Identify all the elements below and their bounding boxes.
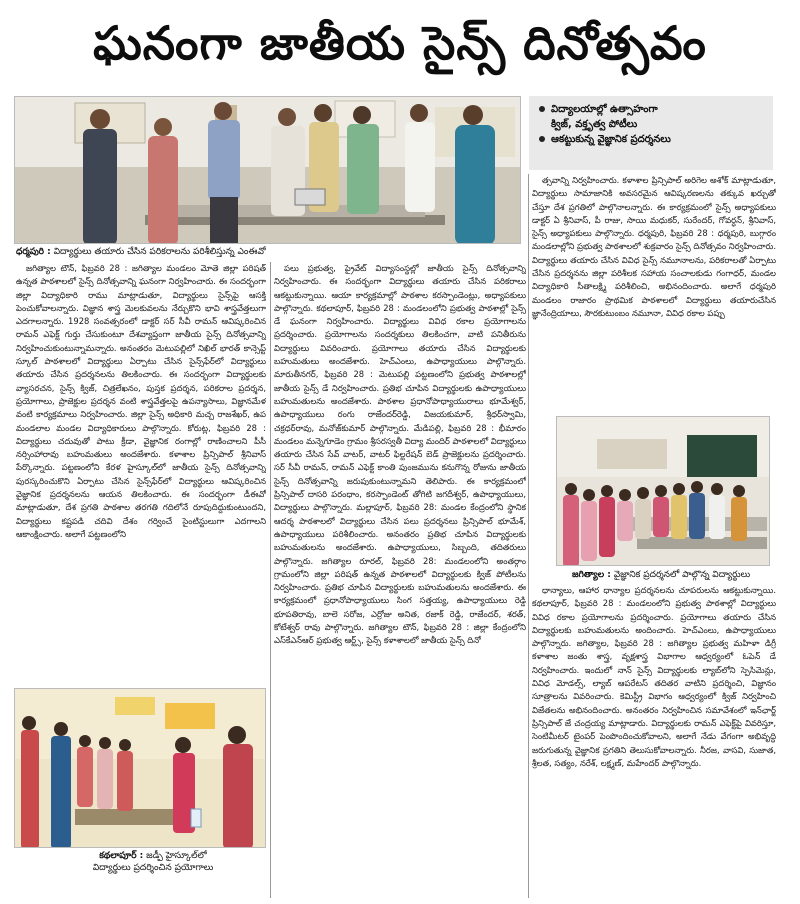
article-paragraph: పలు ప్రభుత్వ, ప్రైవేట్ విద్యాసంస్థల్లో జాతీయ సైన్స్ దినోత్సవాన్ని నిర్వహించారు. ఈ సందర్భంగా విద్యార్థులు తయారు చేసిన పరికరాలు ఆకట్టుకున్నాయి. ఆయా కార్యక్రమాల్లో పాఠశాల కరస్పాండెంట్లు, అధ్యాపకులు పాల్గొన్నారు. కథలాపూర్, ఫిబ్రవరి 28 : మండలంలోని ప్రభుత్వ పాఠశాల్లో సైన్స్ డే ఘనంగా నిర్వహించారు. విద్యార్థులు వివిధ రకాల ప్రయోగాలను ప్రదర్శించారు. ప్రయోగాలను సందర్శకులు తిలకించగా, వాటి పనితీరును విద్యార్థులు వివరించారు. ప్రయోగాలు తయారు చేసిన విద్యార్థులకు బహుమతులు అందజేశారు. హెచ్ఎంలు, ఉపాధ్యాయులు పాల్గొన్నారు. మారుతీనగర్, ఫిబ్రవరి 28 : మెటుపల్లి పట్టణంలోని ప్రభుత్వ పాఠశాలల్లో జాతీయ సైన్స్ డే నిర్వహించారు. ప్రతిభ చూపిన విద్యార్థులకు ఉపాధ్యాయులు బహుమతులను అందజేశారు. పాఠశాల ప్రధానోపాధ్యాయురాలు భూమేశ్వర్, ఉపాధ్యాయులు రంగు రాజేందర్‌రెడ్డి, విజయకుమార్, శ్రీధర్‌స్వామి, చక్రధర్‌రావు, మనోజ్‌కుమార్ పాల్గొన్నారు. మేడిపల్లి, ఫిబ్రవరి 28 : భీమారం మండలం మన్నెగూడెం గ్రామం శ్రీసరస్వతీ విద్యా మందిర్ పాఠశాలలో విద్యార్థులు తయారు చేసిన సేవ్ వాటర్, వాటర్ ఫిల్టరేషన్ బెడ్ ప్రాజెక్టులను ప్రదర్శించారు. సర్ సీవీ రామన్, రామన్ ఎఫెక్ట్ కాంతి పుంజమును కనుగొన్న రోజును జాతీయ సైన్స్ దినోత్సవాన్ని జరుపుకుంటున్నామని తెలిపారు. ఈ కార్యక్రమంలో ప్రిన్సిపాల్ దాసరి పరంధాం, కరస్పాండెంట్ తోగిటి జగదీశ్వర్, ఉపాధ్యాయులు, విద్యార్థులు పాల్గొన్నారు. మల్లాపూర్, ఫిబ్రవరి 28: మండల కేంద్రంలోని స్థానిక ఆదర్శ పాఠశాలలో విద్యార్థులు చేసిన పలు ప్రదర్శనలు ప్రిన్సిపాల్ భూమేశ్, ఉపాధ్యాయులు పరిశీలించారు. అనంతరం ప్రతిభ చూపిన విద్యార్థులకు బహుమతులను అందజేశారు. ఉపాధ్యాయులు, సిబ్బంది, తదితరులు పాల్గొన్నారు. జగిత్యాల రూరల్, ఫిబ్రవరి 28: మండలంలోని అంతర్గాం గ్రామంలోని జిల్లా పరిషత్ ఉన్నత పాఠశాలలో విద్యార్థులకు క్విజ్ పోటీలను నిర్వహించారు. ప్రతిభ చూపిన విద్యార్థులకు బహుమతులను అందజేశారు. ఈ కార్యక్రమంలో ప్రధానోపాధ్యాయులు సింగ సత్తయ్య, ఉపాధ్యాయులు రెడ్డి భూపతిరావు, బాలె సరోజ, ఎర్రోజు అనిత, రజాక్ రెడ్డి, రాజేందర్, శరత్, కోటేశ్వర్ రావు పాల్గొన్నారు. జగిత్యాల టౌన్, ఫిబ్రవరి 28 : జిల్లా కేంద్రంలోని ఎస్‌కేఎన్‌ఆర్ ప్రభుత్వ ఆర్ట్స్, సైన్స్ కళాశాలలో జాతీయ సైన్స్ దినో	[274, 263, 526, 646]
article-column-2	[274, 262, 526, 896]
left-photo-caption-place: కథలాపూర్ :	[99, 851, 144, 861]
article-column-3-top	[532, 174, 776, 414]
highlights-box	[529, 96, 773, 170]
top-news-photo	[14, 96, 521, 244]
top-photo-caption-place: ధర్మపురి :	[16, 247, 51, 257]
article-paragraph: జగిత్యాల టౌన్, ఫిబ్రవరి 28 : జగిత్యాల మండలం మోతె జిల్లా పరిషత్ ఉన్నత పాఠశాలలో సైన్స్ దినోత్సవాన్ని ఘనంగా నిర్వహించారు. ఈ సందర్భంగా జిల్లా విద్యాధికారి రాము మాట్లాడుతూ, విద్యార్థులు సైన్స్‌పై ఆసక్తి పెంచుకోవాలన్నారు. విజ్ఞాన శాస్త్ర మెలకువలను నేర్చుకొని భావి శాస్త్రవేత్తలుగా ఎదగాలన్నారు. 1928 సంవత్సరంలో డాక్టర్ సర్ సీవీ రామన్ ఆవిష్కరించిన రామన్ ఎఫెక్ట్ గుర్తు చేసుకుంటూ దేశవ్యాప్తంగా జాతీయ సైన్స్ దినోత్సవాన్ని నిర్వహించుకుంటున్నామన్నారు. అనంతరం మెటుపల్లిలో నిఖిల్ భారత్ కాన్సెప్ట్ స్కూల్ పాఠశాలలో విద్యార్థులు ఏర్పాటు చేసిన సైన్స్‌ఫేర్‌లో విద్యార్థులు తయారు చేసిన ప్రదర్శనలను తిలకించారు. ఈ సందర్భంగా విద్యార్థులకు వ్యాసరచన, సైన్స్ క్విజ్, చిత్రలేఖనం, పుస్తక ప్రదర్శన, పరికరాల ప్రదర్శన, ప్రయోగాలు, ప్రాజెక్టుల ప్రదర్శన వంటి శాస్త్రవేత్తలపై ఉపన్యాసాలు, విజ్ఞానమేళ వంటి కార్యక్రమాలు నిర్వహించారు. జిల్లా సైన్స్ అధికారి మచ్చ రాజశేఖర్, ఉప మండలాల మండల విద్యాధికారులు పాల్గొన్నారు. కోరుట్ల, ఫిబ్రవరి 28 : విద్యార్థులు చదువుతో పాటు క్రీడా, వైజ్ఞానిక రంగాల్లో రాణించాలని పీసీ నర్సింహారావు బహుమతులు అందజేశారు. కళాశాల ప్రిన్సిపాల్ శ్రీనివాస్ పేర్కొన్నారు. పట్టణంలోని కేరళ హైస్కూల్‌లో జాతీయ సైన్స్ దినోత్సవాన్ని పురస్కరించుకొని ఏర్పాటు చేసిన సైన్స్‌ఫేర్‌లో విద్యార్థులు ఆవిష్కరించిన వైజ్ఞానిక ప్రదర్శనలను ఆయన తిలకించారు. ఈ సందర్భంగా డీఈవో మాట్లాడుతూ, దేశ ప్రగతి పాఠశాల తరగతి గదిలోనే రూపుదిద్దుకుంటుందని, విద్యార్థులు కష్టపడి చదివి దేశం గర్వించే సైంటిస్టులుగా ఎదగాలని ఆకాంక్షించారు. అలాగే పట్టణంలోని	[16, 263, 266, 539]
left-photo-caption	[40, 850, 266, 874]
column-divider	[528, 174, 529, 898]
top-photo-caption	[16, 246, 521, 258]
right-photo-caption-place: జగిత్యాల :	[572, 570, 611, 580]
article-paragraph: ధాన్యాలు, ఆహార ధాన్యాల ప్రదర్శనలను చూపరులను ఆకట్టుకున్నాయి. కథలాపూర్, ఫిబ్రవరి 28 : మండలంలోని ప్రభుత్వ పాఠశాల్లో విద్యార్థులు వివిధ రకాల ప్రయోగాలను ప్రదర్శించారు. ప్రయోగాలు తయారు చేసిన విద్యార్థులకు బహుమతులను అందించారు. హెచ్ఎంలు, ఉపాధ్యాయులు పాల్గొన్నారు. జగిత్యాల, ఫిబ్రవరి 28 : జగిత్యాల ప్రభుత్వ మహిళా డిగ్రీ కళాశాల జంతు శాస్త్ర, వృక్షశాస్త్ర విభాగాల ఆధ్వర్యంలో ఓపెన్ డే నిర్వహించారు. ఇందులో నాన్ సైన్స్ విద్యార్థులకు ల్యాబ్‌లోని స్పెసిమెన్లు, వివిధ మోడల్స్, ల్యాబ్ ఆపరేటస్ తదితర వాటిని ప్రదర్శించి, విజ్ఞానం సూత్రాలను వివరించారు. కెమిస్ట్రీ విభాగం ఆధ్వర్యంలో క్విజ్ నిర్వహించి విజేతలను అభినందించారు. అనంతరం నిర్వహించిన సమావేశంలో ఇన్‌ఛార్జ్ ప్రిన్సిపాల్ జే చంద్రయ్య మాట్లాడారు. విద్యార్థులకు రామన్ ఎఫెక్ట్‌పై వివరిస్తూ, సెంటిమీటర్ టైంపర్ పెంపొందించుకోవాలని, అలాగే నేడు వేగంగా అభివృద్ధి జరుగుతున్న వైజ్ఞానిక ప్రగతిని తెలుసుకోవాలన్నారు. నీరజ, వాసవి, సుజాత, శ్రీలత, సత్యం, నరేశ్, లక్ష్మణ్, మహేందర్ పాల్గొన్నారు.	[532, 585, 776, 768]
article-paragraph: త్సవాన్ని నిర్వహించారు. కళాశాల ప్రిన్సిపాల్ అరిగెల అశోక్ మాట్లాడుతూ, విద్యార్థులు సామాజానికి అవసరమైన ఆవిష్కరణలను తక్కువ ఖర్చుతో చేస్తూ దేశ ప్రగతిలో పాల్గొనాలన్నారు. ఈ కార్యక్రమంలో సైన్స్ అధ్యాపకులు డాక్టర్ ఏ శ్రీనివాస్, పీ రాజు, సాయి మధుకర్, సురేందర్, గోవర్ధన్, శ్రీనివాస్, సైన్స్ అధ్యాపకులు పాల్గొన్నారు. ధర్మపురి, ఫిబ్రవరి 28 : ధర్మపురి, బుగ్గారం మండలాల్లోని ప్రభుత్వ పాఠశాలలో శుక్రవారం సైన్స్ దినోత్సవం నిర్వహించారు. విద్యార్థులు తయారు చేసిన వివిధ సైన్స్ నమూనాలను, పరికరాలతో ఏర్పాటు చేసిన ప్రదర్శనను జిల్లా పరిశీలక సహాయ సంచాలకుడు గంగాధర్, మండల విద్యాధికారి సీతాలక్ష్మి పరిశీలించి, అభినందించారు. అలాగే ధర్మపురి మండలం రాజారం ప్రాథమిక పాఠశాలలో విద్యార్థులు తయారుచేసిన జ్ఞానేంద్రియాలు, సౌరకుటుంబం నమూనా, వివిధ రకాల పప్పు	[532, 175, 776, 318]
left-news-photo	[14, 688, 266, 848]
left-photo-caption-line1: జడ్పీ హైస్కూల్‌లో	[146, 851, 207, 861]
headline: ఘనంగా జాతీయ సైన్స్ దినోత్సవం	[93, 16, 707, 70]
article-column-3-bottom	[532, 584, 776, 896]
right-photo-caption-text: వైజ్ఞానిక ప్రదర్శనలో పాల్గొన్న విద్యార్థులు	[613, 570, 751, 580]
top-photo-caption-text: విద్యార్థులు తయారు చేసిన పరికరాలను పరిశీలిస్తున్న ఎంఈవో	[53, 247, 266, 257]
highlight-item: ఆకట్టుకున్న వైజ్ఞానిక ప్రదర్శనలు	[539, 132, 765, 147]
article-column-1	[16, 262, 266, 684]
right-news-photo	[556, 416, 770, 566]
left-photo-caption-line2: విద్యార్థులు ప్రదర్శించిన ప్రయోగాలు	[92, 863, 214, 873]
highlight-item: విద్యాలయాల్లో ఉత్సాహంగా	[539, 102, 765, 117]
highlight-item: క్విజ్, వక్తృత్వ పోటీలు	[551, 119, 638, 130]
column-divider	[270, 262, 271, 898]
right-photo-caption	[572, 569, 772, 581]
